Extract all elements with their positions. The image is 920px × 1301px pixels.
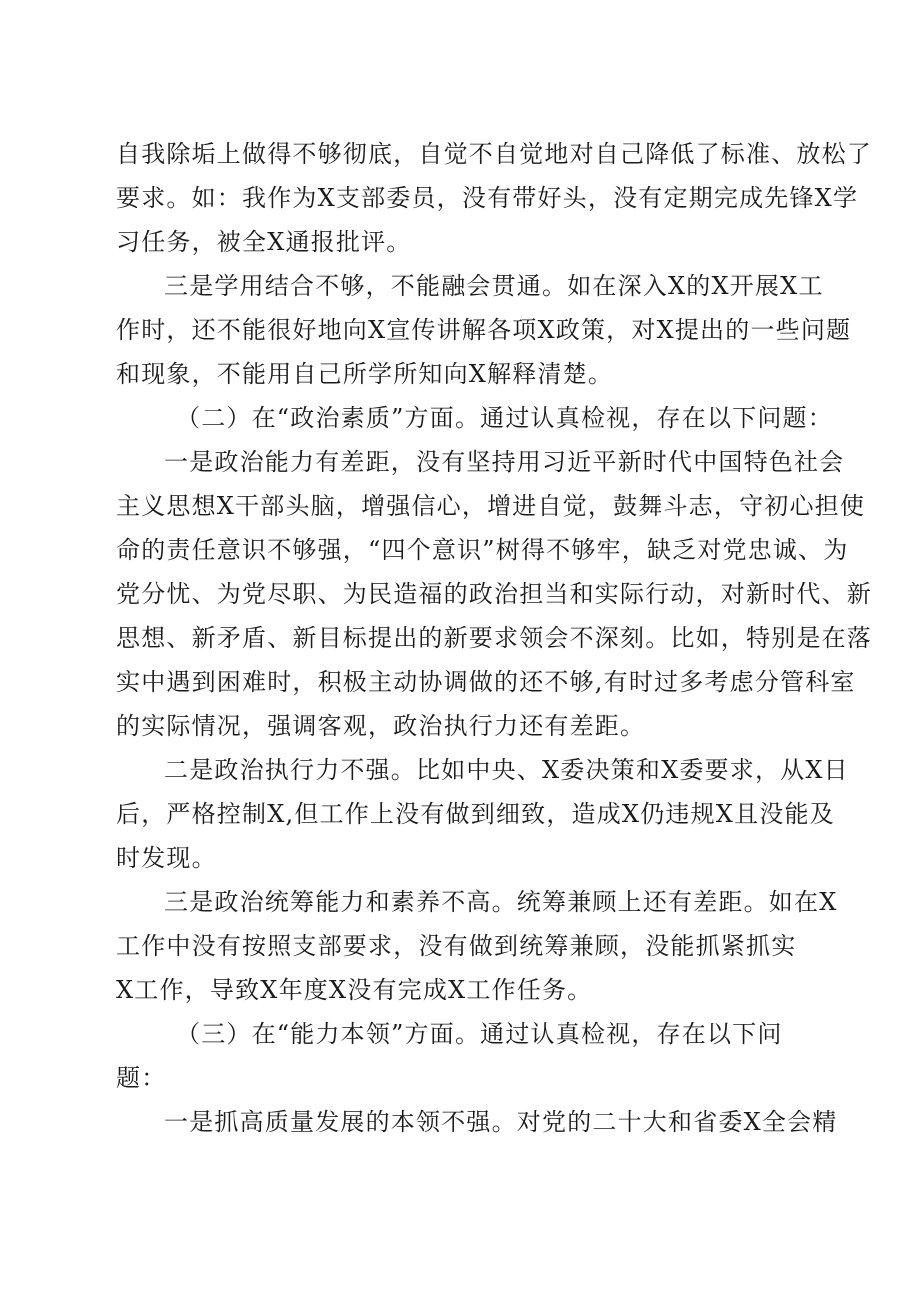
paragraph-line: 一是政治能力有差距，没有坚持用习近平新时代中国特色社会 <box>164 448 845 476</box>
paragraph-line: 要求。如：我作为X支部委员，没有带好头，没有定期完成先锋X学 <box>116 184 859 212</box>
paragraph-line: 题： <box>116 1064 167 1092</box>
paragraph-line: 作时，还不能很好地向X宣传讲解各项X政策，对X提出的一些问题 <box>116 316 852 344</box>
paragraph-line: 命的责任意识不够强，“四个意识”树得不够牢，缺乏对党忠诚、为 <box>116 536 849 564</box>
paragraph-line: 思想、新矛盾、新目标提出的新要求领会不深刻。比如，特别是在落 <box>116 624 872 652</box>
paragraph-line: 实中遇到困难时，积极主动协调做的还不够,有时过多考虑分管科室 <box>116 668 856 696</box>
paragraph-line: 二是政治执行力不强。比如中央、X委决策和X委要求，从X日 <box>164 756 849 784</box>
paragraph-line: 三是政治统筹能力和素养不高。统筹兼顾上还有差距。如在X <box>164 888 838 916</box>
paragraph-line: 习任务，被全X通报批评。 <box>116 228 412 256</box>
paragraph-line: 时发现。 <box>116 844 217 872</box>
paragraph-line: 党分忧、为党尽职、为民造福的政治担当和实际行动，对新时代、新 <box>116 580 872 608</box>
paragraph-line: 的实际情况，强调客观，政治执行力还有差距。 <box>116 712 646 740</box>
section-heading: （二）在“政治素质”方面。通过认真检视，存在以下问题： <box>176 404 833 432</box>
paragraph-line: 自我除垢上做得不够彻底，自觉不自觉地对自己降低了标准、放松了 <box>116 140 872 168</box>
paragraph-line: 三是学用结合不够，不能融会贯通。如在深入X的X开展X工 <box>164 272 824 300</box>
paragraph-line: 工作中没有按照支部要求，没有做到统筹兼顾，没能抓紧抓实 <box>116 932 797 960</box>
section-heading: （三）在“能力本领”方面。通过认真检视，存在以下问 <box>176 1020 783 1048</box>
paragraph-line: 后，严格控制X,但工作上没有做到细致，造成X仍违规X且没能及 <box>116 800 835 828</box>
paragraph-line: 和现象，不能用自己所学所知向X解释清楚。 <box>116 360 614 388</box>
paragraph-line: 一是抓高质量发展的本领不强。对党的二十大和省委X全会精 <box>164 1108 838 1136</box>
paragraph-line: 主义思想X干部头脑，增强信心，增进自觉，鼓舞斗志，守初心担使 <box>116 492 866 520</box>
paragraph-line: X工作，导致X年度X没有完成X工作任务。 <box>116 976 593 1004</box>
